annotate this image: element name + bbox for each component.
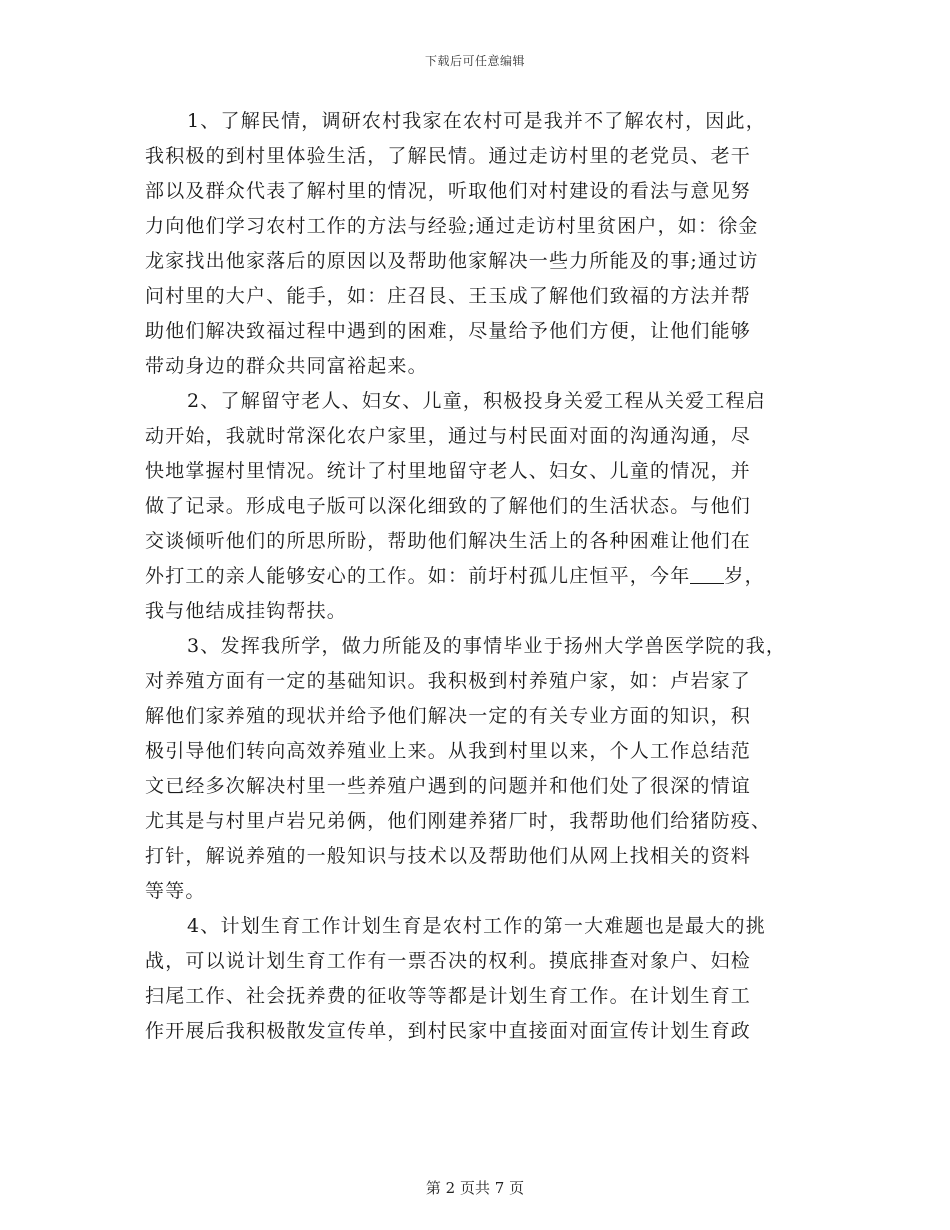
text-line: 部以及群众代表了解村里的情况，听取他们对村建设的看法与意见努 [145, 180, 752, 202]
text-line: 作开展后我积极散发宣传单，到村民家中直接面对面宣传计划生育政 [145, 1020, 752, 1042]
paragraph-4 [145, 909, 810, 1049]
fill-in-blank [690, 565, 724, 584]
text-line: 问村里的大户、能手，如：庄召艮、王玉成了解他们致福的方法并帮 [145, 285, 752, 307]
text-line: 打针，解说养殖的一般知识与技术以及帮助他们从网上找相关的资料 [145, 845, 752, 867]
text-line: 力向他们学习农村工作的方法与经验;通过走访村里贫困户，如：徐金 [145, 215, 759, 237]
page-footer: 第 2 页共 7 页 [425, 1179, 525, 1197]
text-line-with-blank [145, 559, 810, 594]
text-line: 解他们家养殖的现状并给予他们解决一定的有关专业方面的知识，积 [145, 705, 752, 727]
document-body [145, 104, 810, 1049]
text-line: 我积极的到村里体验生活，了解民情。通过走访村里的老党员、老干 [145, 145, 752, 167]
text-line: 带动身边的群众共同富裕起来。 [145, 355, 428, 377]
paragraph-2 [145, 384, 810, 629]
text-line: 做了记录。形成电子版可以深化细致的了解他们的生活状态。与他们 [145, 495, 752, 517]
text-line: 尤其是与村里卢岩兄弟俩，他们刚建养猪厂时，我帮助他们给猪防疫、 [145, 810, 772, 832]
text-line: 龙家找出他家落后的原因以及帮助他家解决一些力所能及的事;通过访 [145, 250, 759, 272]
text-line: 扫尾工作、社会抚养费的征收等等都是计划生育工作。在计划生育工 [145, 985, 752, 1007]
text-line: 1、了解民情，调研农村我家在农村可是我并不了解农村，因此， [187, 110, 766, 132]
text-line: 文已经多次解决村里一些养殖户遇到的问题并和他们处了很深的情谊 [145, 775, 752, 797]
text-before-blank: 外打工的亲人能够安心的工作。如：前圩村孤儿庄恒平，今年 [145, 565, 691, 587]
page-header: 下载后可任意编辑 [424, 54, 525, 68]
text-line: 3、发挥我所学，做力所能及的事情毕业于扬州大学兽医学院的我， [187, 635, 787, 657]
text-line: 快地掌握村里情况。统计了村里地留守老人、妇女、儿童的情况，并 [145, 460, 752, 482]
text-line: 等等。 [145, 880, 206, 902]
text-line: 交谈倾听他们的所思所盼，帮助他们解决生活上的各种困难让他们在 [145, 530, 752, 552]
text-line: 助他们解决致福过程中遇到的困难，尽量给予他们方便，让他们能够 [145, 320, 752, 342]
text-after-blank: 岁， [724, 565, 765, 587]
text-line: 极引导他们转向高效养殖业上来。从我到村里以来，个人工作总结范 [145, 740, 752, 762]
text-line: 对养殖方面有一定的基础知识。我积极到村养殖户家，如：卢岩家了 [145, 670, 752, 692]
paragraph-3 [145, 629, 810, 909]
text-line: 我与他结成挂钩帮扶。 [145, 600, 348, 622]
paragraph-1 [145, 104, 810, 384]
text-line: 4、计划生育工作计划生育是农村工作的第一大难题也是最大的挑 [187, 915, 766, 937]
text-line: 动开始，我就时常深化农户家里，通过与村民面对面的沟通沟通，尽 [145, 425, 752, 447]
text-line: 战，可以说计划生育工作有一票否决的权利。摸底排查对象户、妇检 [145, 950, 752, 972]
text-line: 2、了解留守老人、妇女、儿童，积极投身关爱工程从关爱工程启 [187, 390, 766, 412]
